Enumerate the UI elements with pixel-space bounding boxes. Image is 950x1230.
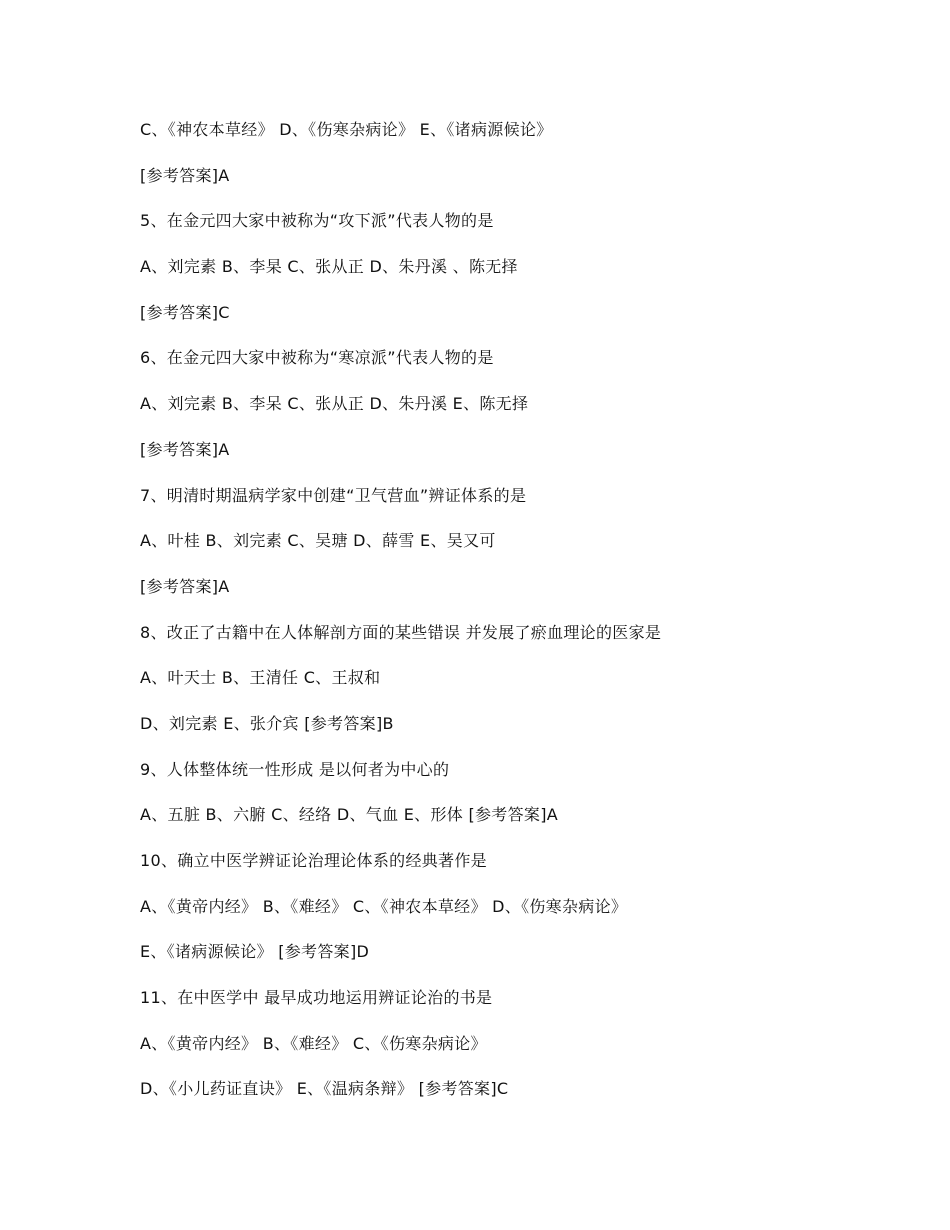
answer-line: [参考答案]A [140,576,230,596]
question-line: 5、在金元四大家中被称为“攻下派”代表人物的是 [140,211,494,231]
question-line: 8、改正了古籍中在人体解剖方面的某些错误 并发展了瘀血理论的医家是 [140,622,662,642]
options-line: A、《黄帝内经》 B、《难经》 C、《神农本草经》 D、《伤寒杂病论》 [140,896,628,916]
options-line: A、《黄帝内经》 B、《难经》 C、《伤寒杂病论》 [140,1033,487,1053]
text-line: C、《神农本草经》 D、《伤寒杂病论》 E、《诸病源候论》 [140,120,553,139]
question-lines [140,116,920,1121]
options-line: A、叶天士 B、王清任 C、王叔和 [140,668,381,688]
options-line: A、刘完素 B、李呆 C、张从正 D、朱丹溪 E、陈无择 [140,394,529,414]
question-line: 9、人体整体统一性形成 是以何者为中心的 [140,759,450,779]
options-line: E、《诸病源候论》 [参考答案]D [140,942,370,962]
question-line: 6、在金元四大家中被称为“寒凉派”代表人物的是 [140,348,494,368]
options-line: D、《小儿药证直诀》 E、《温病条辩》 [参考答案]C [140,1079,509,1099]
answer-line: [参考答案]A [140,439,230,459]
answer-line: [参考答案]C [140,302,230,322]
question-line: 10、确立中医学辨证论治理论体系的经典著作是 [140,851,487,870]
options-line: D、刘完素 E、张介宾 [参考答案]B [140,713,394,733]
question-line: 11、在中医学中 最早成功地运用辨证论治的书是 [140,988,493,1008]
answer-line: [参考答案]A [140,165,230,185]
question-line: 7、明清时期温病学家中创建“卫气营血”辨证体系的是 [140,485,527,505]
options-line: A、叶桂 B、刘完素 C、吴瑭 D、薛雪 E、吴又可 [140,531,496,551]
options-line: A、刘完素 B、李杲 C、张从正 D、朱丹溪 、陈无择 [140,257,518,277]
options-line: A、五脏 B、六腑 C、经络 D、气血 E、形体 [参考答案]A [140,805,558,825]
